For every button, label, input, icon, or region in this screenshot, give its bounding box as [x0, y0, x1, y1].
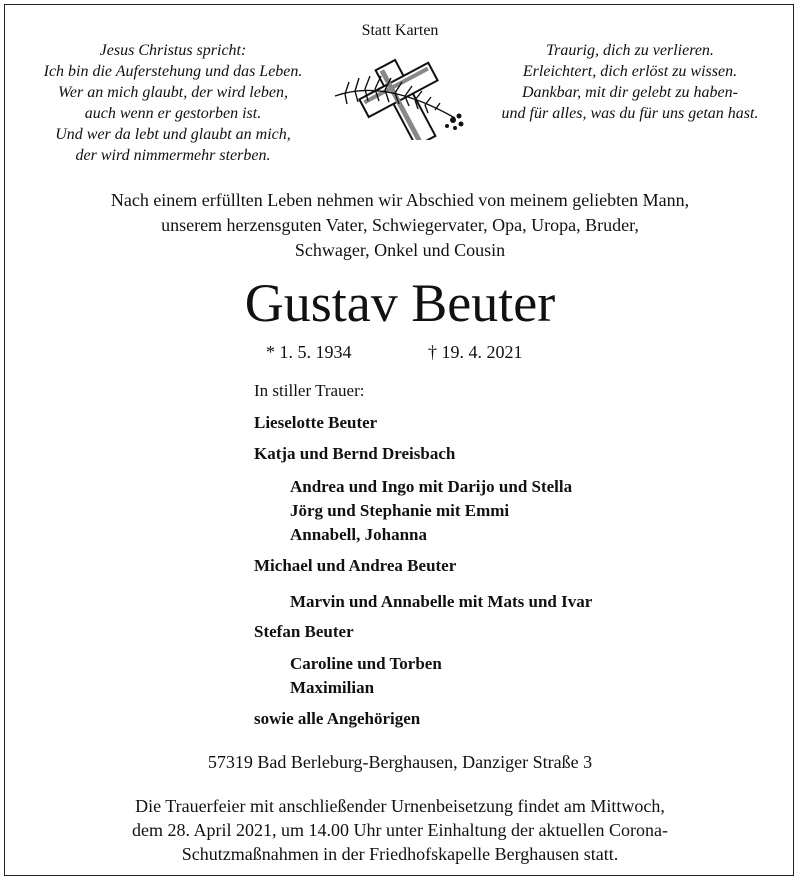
closing-line: Schutzmaßnahmen in der Friedhofskapelle Berghausen statt.	[181, 844, 619, 864]
mourner: Stefan Beuter	[254, 622, 354, 641]
quote-right-line: und für alles, was du für uns getan hast.	[501, 105, 759, 122]
death-date: † 19. 4. 2021	[428, 342, 523, 362]
mourner: Lieselotte Beuter	[254, 413, 378, 432]
mourning-label: In stiller Trauer:	[254, 381, 365, 400]
quote-right-line: Dankbar, mit dir gelebt zu haben-	[522, 84, 738, 101]
cross-with-palm-leaf-icon	[325, 58, 475, 140]
quote-left-line: Ich bin die Auferstehung und das Leben.	[43, 63, 303, 80]
quote-right	[480, 40, 780, 124]
quote-right-line: Traurig, dich zu verlieren.	[546, 42, 714, 59]
quote-left-line: auch wenn er gestorben ist.	[84, 105, 262, 122]
mourner: Annabell, Johanna	[290, 525, 427, 544]
quote-left	[18, 40, 328, 166]
mourner: Jörg und Stephanie mit Emmi	[290, 501, 510, 520]
mourner: Michael und Andrea Beuter	[254, 556, 457, 575]
quote-right-line: Erleichtert, dich erlöst zu wissen.	[522, 63, 738, 80]
quote-left-line: der wird nimmermehr sterben.	[75, 147, 271, 164]
intro-text	[40, 188, 760, 263]
quote-left-line: Jesus Christus spricht:	[99, 42, 247, 59]
header-label: Statt Karten	[361, 22, 439, 39]
mourner: Marvin und Annabelle mit Mats und Ivar	[290, 592, 593, 611]
mourner: Katja und Bernd Dreisbach	[254, 444, 456, 463]
closing-text	[40, 794, 760, 866]
mourner: sowie alle Angehörigen	[254, 709, 421, 728]
quote-left-line: Wer an mich glaubt, der wird leben,	[58, 84, 288, 101]
mourner: Andrea und Ingo mit Darijo und Stella	[290, 477, 573, 496]
intro-line: Schwager, Onkel und Cousin	[294, 240, 506, 260]
intro-line: Nach einem erfüllten Leben nehmen wir Abschied von meinem geliebten Mann,	[110, 190, 690, 210]
mourner: Maximilian	[290, 678, 375, 697]
closing-line: dem 28. April 2021, um 14.00 Uhr unter Einhaltung der aktuellen Corona-	[132, 820, 668, 840]
intro-line: unserem herzensguten Vater, Schwiegervater, Opa, Uropa, Bruder,	[161, 215, 639, 235]
birth-date: * 1. 5. 1934	[266, 342, 352, 362]
mourner: Caroline und Torben	[290, 654, 442, 673]
address: 57319 Bad Berleburg-Berghausen, Danziger Straße 3	[207, 752, 593, 772]
closing-line: Die Trauerfeier mit anschließender Urnenbeisetzung findet am Mittwoch,	[135, 796, 665, 816]
quote-left-line: Und wer da lebt und glaubt an mich,	[55, 126, 291, 143]
deceased-name: Gustav Beuter	[244, 273, 556, 333]
